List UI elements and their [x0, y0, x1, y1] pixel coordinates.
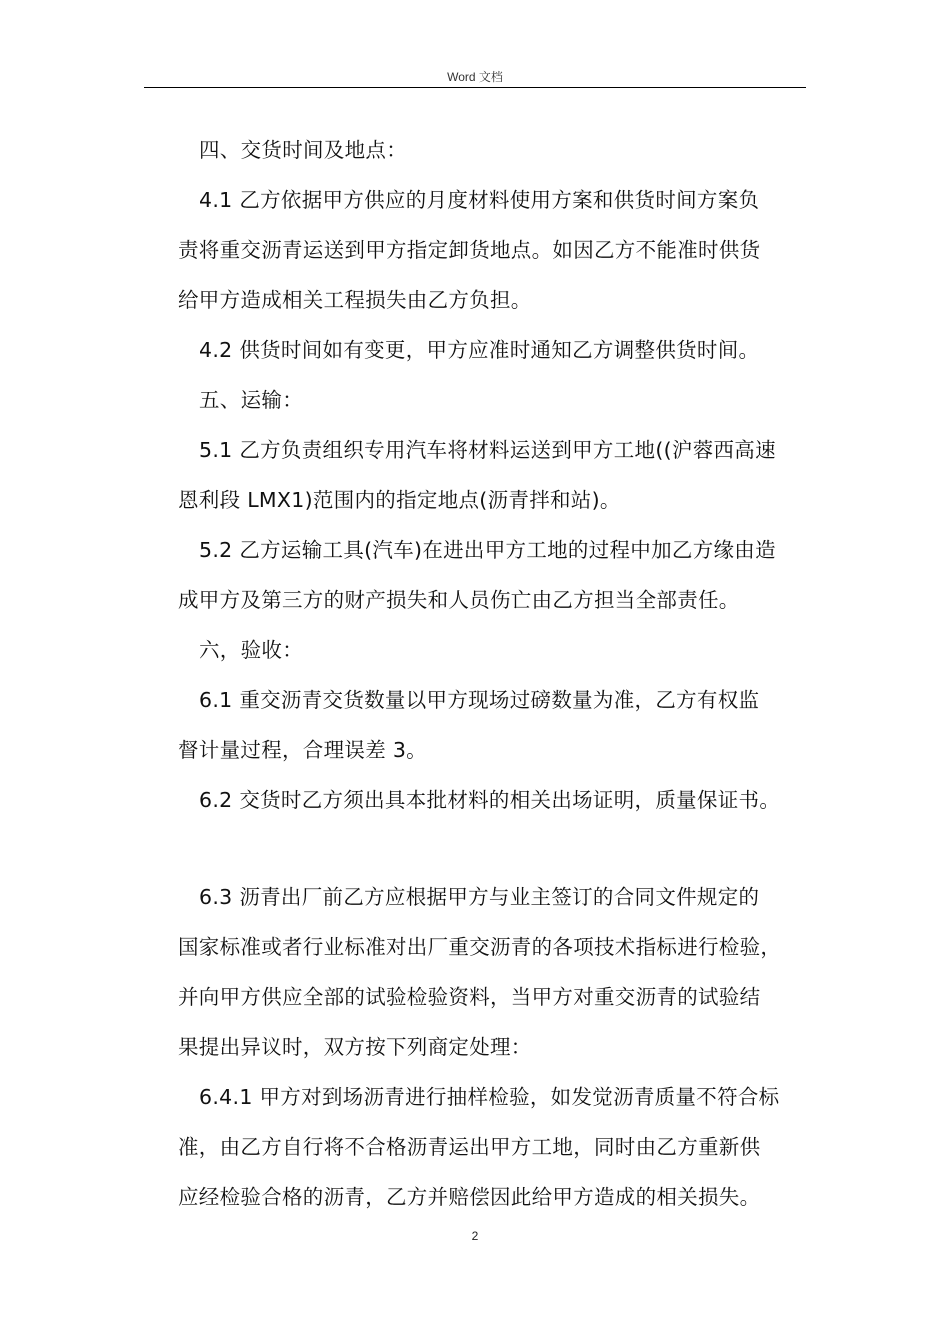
paragraph-line: 6.2 交货时乙方须出具本批材料的相关出场证明，质量保证书。 — [199, 788, 781, 812]
paragraph-line: 果提出异议时，双方按下列商定处理： — [178, 1035, 532, 1059]
paragraph-line: 6.4.1 甲方对到场沥青进行抽样检验，如发觉沥青质量不符合标 — [199, 1085, 780, 1109]
paragraph-line: 责将重交沥青运送到甲方指定卸货地点。如因乙方不能准时供货 — [178, 238, 761, 262]
paragraph-line: 并向甲方供应全部的试验检验资料，当甲方对重交沥青的试验结 — [178, 985, 761, 1009]
paragraph-line: 准，由乙方自行将不合格沥青运出甲方工地，同时由乙方重新供 — [178, 1135, 761, 1159]
paragraph-line: 国家标准或者行业标准对出厂重交沥青的各项技术指标进行检验， — [178, 935, 782, 959]
paragraph-line: 5.2 乙方运输工具(汽车)在进出甲方工地的过程中加乙方缘由造 — [199, 538, 776, 562]
section-heading-4: 四、交货时间及地点： — [199, 138, 407, 162]
section-heading-6: 六，验收： — [199, 638, 303, 662]
paragraph-line: 给甲方造成相关工程损失由乙方负担。 — [178, 288, 532, 312]
paragraph-line: 督计量过程，合理误差 3。 — [178, 738, 427, 762]
paragraph-line: 应经检验合格的沥青，乙方并赔偿因此给甲方造成的相关损失。 — [178, 1185, 761, 1209]
paragraph-line: 成甲方及第三方的财产损失和人员伤亡由乙方担当全部责任。 — [178, 588, 740, 612]
paragraph-line: 6.3 沥青出厂前乙方应根据甲方与业主签订的合同文件规定的 — [199, 885, 760, 909]
paragraph-line: 4.2 供货时间如有变更，甲方应准时通知乙方调整供货时间。 — [199, 338, 760, 362]
paragraph-line: 5.1 乙方负责组织专用汽车将材料运送到甲方工地((沪蓉西高速 — [199, 438, 776, 462]
paragraph-line: 恩利段 LMX1)范围内的指定地点(沥青拌和站)。 — [178, 488, 621, 512]
page-number: 2 — [471, 1229, 479, 1243]
paragraph-line: 4.1 乙方依据甲方供应的月度材料使用方案和供货时间方案负 — [199, 188, 760, 212]
header-divider — [144, 87, 806, 88]
section-heading-5: 五、运输： — [199, 388, 303, 412]
paragraph-line: 6.1 重交沥青交货数量以甲方现场过磅数量为准，乙方有权监 — [199, 688, 760, 712]
document-header: Word 文档 — [447, 70, 503, 84]
